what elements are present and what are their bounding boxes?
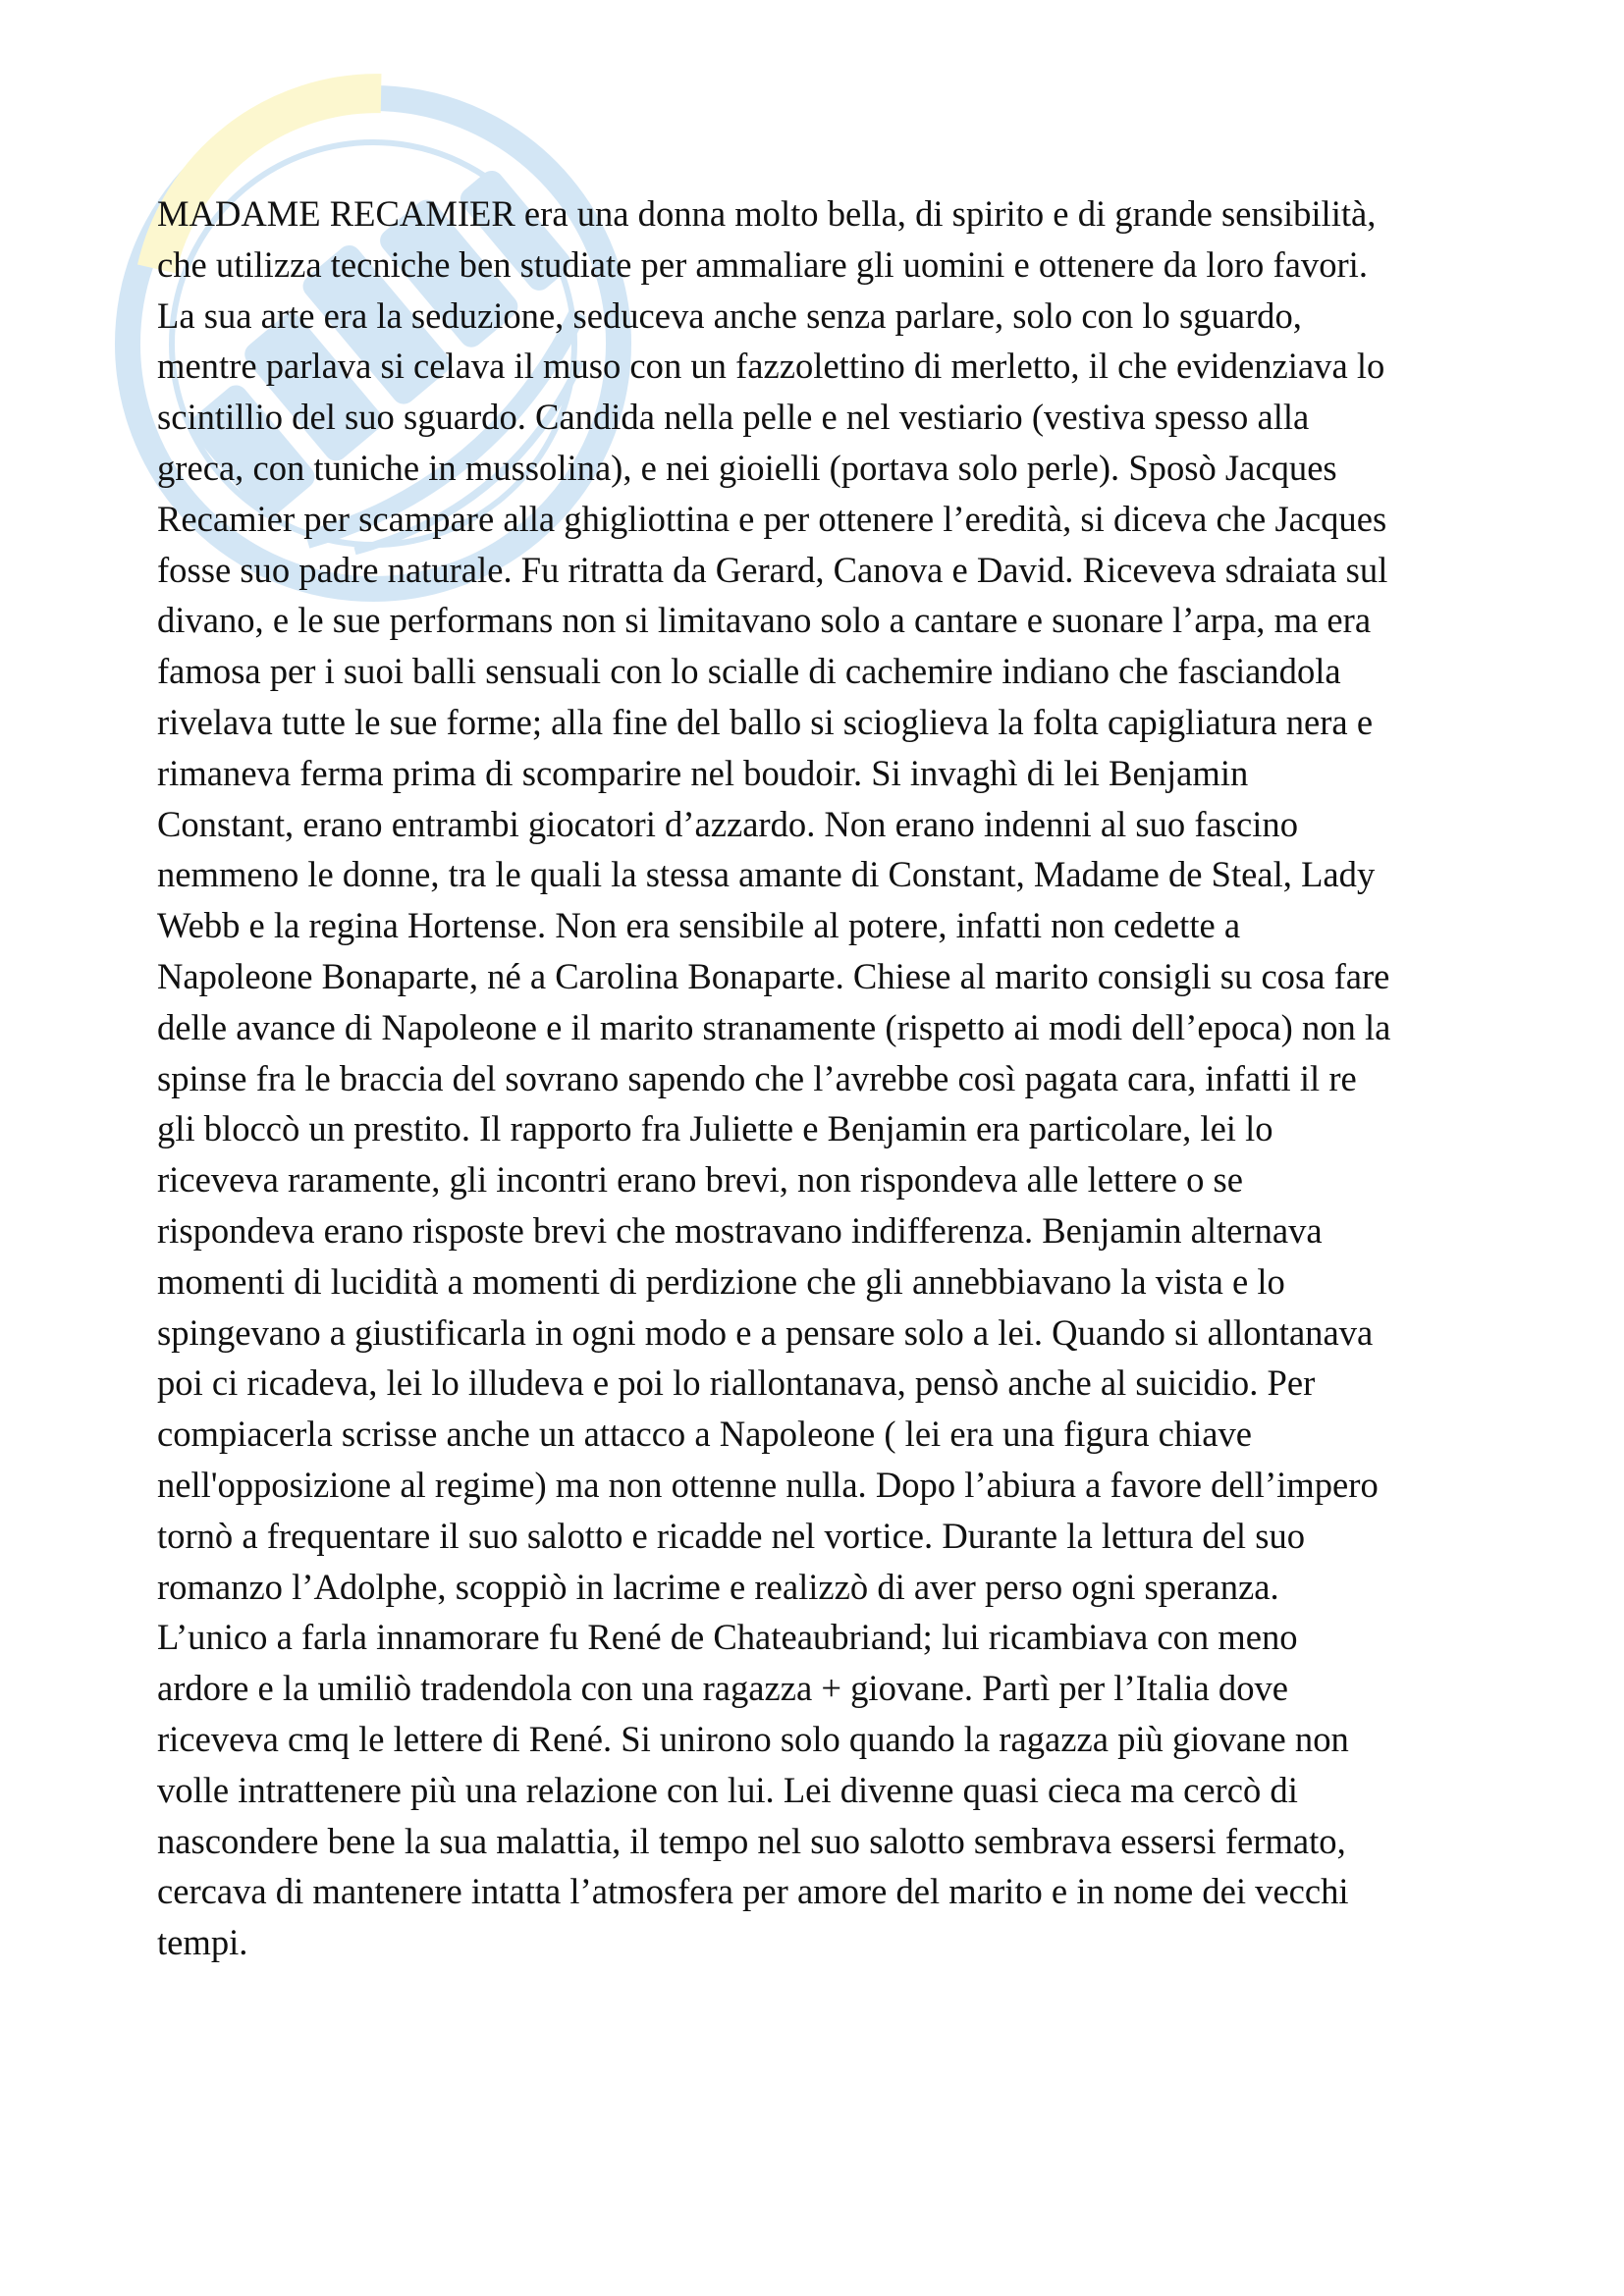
text-line: volle intrattenere più una relazione con lui. Lei divenne quasi cieca ma cercò di [157,1769,1298,1810]
body-text [157,188,1483,1968]
text-line: momenti di lucidità a momenti di perdizione che gli annebbiavano la vista e lo [157,1260,1285,1302]
text-line: compiacerla scrisse anche un attacco a Napoleone ( lei era una figura chiave [157,1414,1253,1455]
text-line: spingevano a giustificarla in ogni modo e a pensare solo a lei. Quando si allontanava [157,1311,1374,1353]
text-line: scintillio del suo sguardo. Candida nella pelle e nel vestiario (vestiva spesso alla [157,397,1310,438]
text-line: rimaneva ferma prima di scomparire nel boudoir. Si invaghì di lei Benjamin [157,752,1249,793]
text-line: Recamier per scampare alla ghigliottina e per ottenere l’eredità, si diceva che Jacques [157,498,1387,539]
text-line: fosse suo padre naturale. Fu ritratta da Gerard, Canova e David. Riceveva sdraiata sul [157,549,1388,590]
text-line: poi ci ricadeva, lei lo illudeva e poi lo riallontanava, pensò anche al suicidio. Per [157,1362,1316,1404]
text-line: Webb e la regina Hortense. Non era sensibile al potere, infatti non cedette a [157,905,1241,946]
text-line: divano, e le sue performans non si limitavano solo a cantare e suonare l’arpa, ma era [157,600,1372,641]
text-line: Napoleone Bonaparte, né a Carolina Bonaparte. Chiese al marito consigli su cosa fare [157,955,1390,996]
text-line: cercava di mantenere intatta l’atmosfera per amore del marito e in nome dei vecchi [157,1871,1349,1912]
text-line: greca, con tuniche in mussolina), e nei gioielli (portava solo perle). Sposò Jacques [157,447,1337,488]
text-line: riceveva cmq le lettere di René. Si unirono solo quando la ragazza più giovane non [157,1718,1349,1759]
text-line: spinse fra le braccia del sovrano sapendo che l’avrebbe così pagata cara, infatti il re [157,1057,1357,1098]
text-line: riceveva raramente, gli incontri erano brevi, non rispondeva alle lettere o se [157,1159,1244,1201]
text-line: nell'opposizione al regime) ma non ottenne nulla. Dopo l’abiura a favore dell’impero [157,1464,1379,1505]
text-line: ardore e la umiliò tradendola con una ragazza + giovane. Partì per l’Italia dove [157,1668,1289,1709]
text-line: MADAME RECAMIER era una donna molto bella, di spirito e di grande sensibilità, [157,193,1377,234]
text-line: rispondeva erano risposte brevi che mostravano indifferenza. Benjamin alternava [157,1209,1323,1251]
text-line: Constant, erano entrambi giocatori d’azzardo. Non erano indenni al suo fascino [157,803,1298,844]
text-line: La sua arte era la seduzione, seduceva anche senza parlare, solo con lo sguardo, [157,294,1302,336]
text-line: rivelava tutte le sue forme; alla fine del ballo si scioglieva la folta capigliatura nera e [157,701,1374,742]
text-line: che utilizza tecniche ben studiate per ammaliare gli uomini e ottenere da loro favori. [157,243,1368,285]
text-line: L’unico a farla innamorare fu René de Chateaubriand; lui ricambiava con meno [157,1617,1298,1658]
text-line: romanzo l’Adolphe, scoppiò in lacrime e realizzò di aver perso ogni speranza. [157,1566,1279,1607]
text-line: mentre parlava si celava il muso con un fazzolettino di merletto, il che evidenziava lo [157,346,1385,387]
text-line: tempi. [157,1922,248,1963]
text-line: tornò a frequentare il suo salotto e ricadde nel vortice. Durante la lettura del suo [157,1515,1306,1556]
text-line: famosa per i suoi balli sensuali con lo scialle di cachemire indiano che fasciandola [157,651,1341,692]
text-line: nemmeno le donne, tra le quali la stessa amante di Constant, Madame de Steal, Lady [157,854,1376,895]
text-line: delle avance di Napoleone e il marito stranamente (rispetto ai modi dell’epoca) non la [157,1006,1391,1047]
text-line: nascondere bene la sua malattia, il tempo nel suo salotto sembrava essersi fermato, [157,1820,1346,1861]
text-line: gli bloccò un prestito. Il rapporto fra Juliette e Benjamin era particolare, lei lo [157,1108,1273,1149]
